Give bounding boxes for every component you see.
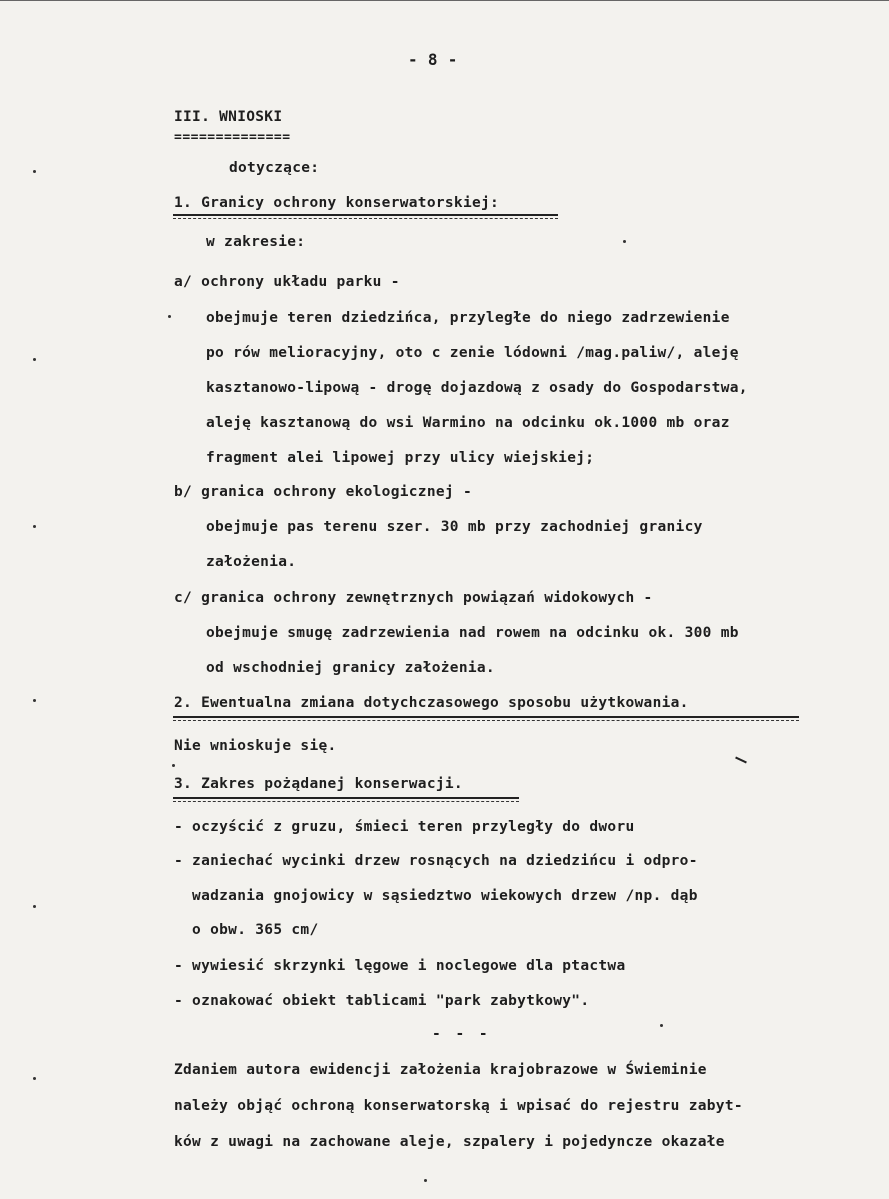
s1-c-line: od wschodniej granicy założenia. [206,660,495,676]
s3-item: - zaniechać wycinki drzew rosnących na dziedzińcu i odpro- [174,853,698,869]
s1-a-line: aleję kasztanową do wsi Warmino na odcinku ok.1000 mb oraz [206,415,730,431]
intro-text: dotyczące: [229,160,320,176]
s1-title-underline [173,214,558,219]
closing-line: należy objąć ochroną konserwatorską i wpisać do rejestru zabyt- [174,1098,743,1114]
s1-b-line: obejmuje pas terenu szer. 30 mb przy zachodniej granicy [206,519,703,535]
closing-line: ków z uwagi na zachowane aleje, szpalery i pojedyncze okazałe [174,1134,725,1150]
s1-a-title: a/ ochrony układu parku - [174,274,400,290]
s2-title-underline [173,716,799,721]
separator: - - - [432,1026,491,1042]
heading-rule: ============== [174,130,291,145]
page-speck [623,240,626,243]
page-scratch [735,757,747,764]
page-top-edge [0,0,889,4]
s3-item: wadzania gnojowicy w sąsiedztwo wiekowych drzew /np. dąb [174,888,698,904]
s1-a-line: fragment alei lipowej przy ulicy wiejskiej; [206,450,595,466]
s2-text: Nie wnioskuje się. [174,738,337,754]
s3-title-underline [173,797,519,802]
s1-a-line: kasztanowo-lipową - drogę dojazdową z osady do Gospodarstwa, [206,380,748,396]
s2-title: 2. Ewentualna zmiana dotychczasowego sposobu użytkowania. [174,695,689,711]
margin-speck [33,358,36,361]
page-number: - 8 - [408,50,458,69]
margin-speck [33,525,36,528]
section-heading: III. WNIOSKI [174,109,283,125]
s1-b-line: założenia. [206,554,297,570]
closing-line: Zdaniem autora ewidencji założenia krajobrazowe w Świeminie [174,1062,707,1078]
margin-speck [33,1077,36,1080]
s1-c-title: c/ granica ochrony zewnętrznych powiązań widokowych - [174,590,653,606]
margin-speck [33,699,36,702]
s3-item: - wywiesić skrzynki lęgowe i noclegowe dla ptactwa [174,958,626,974]
margin-speck [33,170,36,173]
s1-a-line: po rów melioracyjny, oto c zenie lódowni /mag.paliw/, aleję [206,345,739,361]
margin-speck [33,905,36,908]
s3-item: o obw. 365 cm/ [174,922,319,938]
s1-title: 1. Granicy ochrony konserwatorskiej: [174,195,500,211]
margin-speck [168,315,171,318]
s3-item: - oznakować obiekt tablicami "park zabytkowy". [174,993,590,1009]
s1-a-line: obejmuje teren dziedzińca, przyległe do niego zadrzewienie [206,310,730,326]
page-speck [172,764,175,767]
page-speck [660,1024,663,1027]
page-speck [424,1179,427,1182]
s3-title: 3. Zakres pożądanej konserwacji. [174,776,463,792]
s1-b-title: b/ granica ochrony ekologicznej - [174,484,472,500]
s3-item: - oczyścić z gruzu, śmieci teren przyległy do dworu [174,819,635,835]
s1-c-line: obejmuje smugę zadrzewienia nad rowem na odcinku ok. 300 mb [206,625,739,641]
s1-scope: w zakresie: [206,234,306,250]
